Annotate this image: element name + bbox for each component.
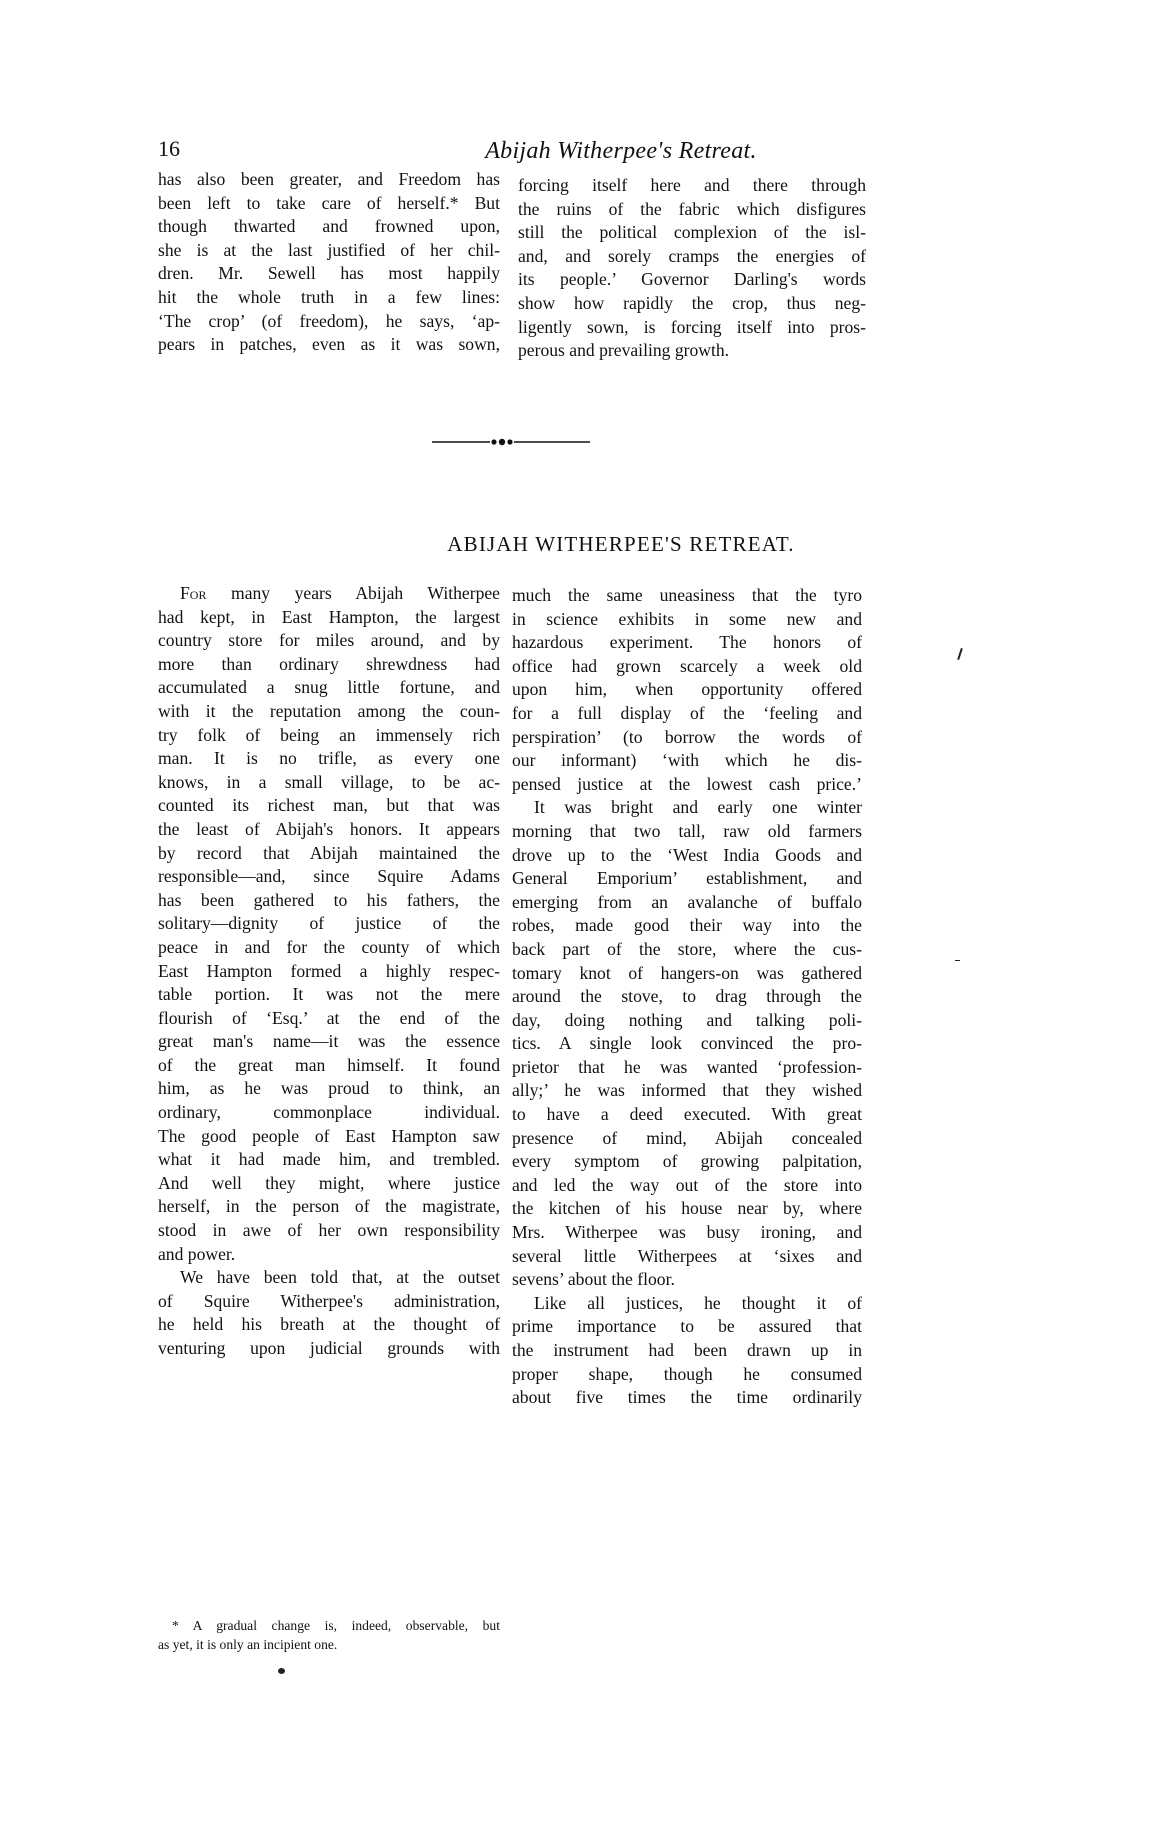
text-line: try folk of being an immensely rich: [158, 724, 500, 745]
footnote: [158, 1616, 500, 1654]
text-line: Like all justices, he thought it of: [534, 1292, 862, 1313]
text-line: pears in patches, even as it was sown,: [158, 334, 500, 355]
text-line: ally;’ he was informed that they wished: [512, 1080, 862, 1101]
text-line: sevens’ about the floor.: [512, 1269, 675, 1290]
text-line: presence of mind, Abijah concealed: [512, 1127, 862, 1148]
text-line: hit the whole truth in a few lines:: [158, 286, 500, 307]
text-line: and power.: [158, 1243, 236, 1264]
text-line: office had grown scarcely a week old: [512, 655, 862, 676]
text-line: dren. Mr. Sewell has most happily: [158, 263, 500, 284]
text-line: several little Witherpees at ‘sixes and: [512, 1245, 862, 1266]
text-line: in science exhibits in some new and: [512, 608, 862, 629]
text-line: back part of the store, where the cus-: [512, 938, 862, 959]
text-line: counted its richest man, but that was: [158, 795, 500, 816]
text-line: to have a deed executed. With great: [512, 1104, 862, 1125]
dropcap-word: For: [180, 583, 207, 603]
text-line: for a full display of the ‘feeling and: [512, 702, 862, 723]
text-line: man. It is no trifle, as every one: [158, 748, 500, 769]
article-left-column: [158, 582, 500, 1361]
first-line-rest: many years Abijah Witherpee: [206, 583, 500, 603]
page-number: 16: [158, 136, 180, 161]
text-line: the least of Abijah's honors. It appears: [158, 818, 500, 839]
running-head: Abijah Witherpee's Retreat.: [485, 138, 757, 164]
text-line: by record that Abijah maintained the: [158, 842, 500, 863]
text-line: and led the way out of the store into: [512, 1174, 862, 1195]
text-line: every symptom of growing palpitation,: [512, 1151, 862, 1172]
text-line: the ruins of the fabric which disfigures: [518, 198, 866, 219]
text-line: knows, in a small village, to be ac-: [158, 771, 500, 792]
text-line: flourish of ‘Esq.’ at the end of the: [158, 1007, 500, 1028]
text-line: though thwarted and frowned upon,: [158, 216, 500, 237]
text-line: he held his breath at the thought of: [158, 1314, 500, 1335]
text-line: pensed justice at the lowest cash price.’: [512, 773, 862, 794]
text-line: ligently sown, is forcing itself into pros-: [518, 316, 866, 337]
text-line: table portion. It was not the mere: [158, 984, 500, 1005]
text-line: peace in and for the county of which: [158, 936, 500, 957]
first-line: [158, 582, 500, 606]
stray-mark: [955, 960, 960, 961]
text-line: emerging from an avalanche of buffalo: [512, 891, 862, 912]
divider-dot: [491, 439, 496, 444]
divider-dot: [507, 439, 512, 444]
text-line: the kitchen of his house near by, where: [512, 1198, 862, 1219]
text-line: she is at the last justified of her chil-: [158, 239, 500, 260]
article-title: ABIJAH WITHERPEE'S RETREAT.: [447, 532, 795, 556]
text-line: tics. A single look convinced the pro-: [512, 1033, 862, 1054]
text-line: country store for miles around, and by: [158, 630, 500, 651]
text-line: day, doing nothing and talking poli-: [512, 1009, 862, 1030]
text-line: accumulated a snug little fortune, and: [158, 677, 500, 698]
text-line: The good people of East Hampton saw: [158, 1125, 500, 1146]
text-line: more than ordinary shrewdness had: [158, 653, 500, 674]
text-line: venturing upon judicial grounds with: [158, 1338, 500, 1358]
text-line: upon him, when opportunity offered: [512, 679, 862, 700]
text-line: drove up to the ‘West India Goods and: [512, 844, 862, 865]
text-line: proper shape, though he consumed: [512, 1363, 862, 1384]
stray-mark: [957, 648, 963, 660]
text-line: our informant) ‘with which he dis-: [512, 750, 862, 771]
text-line: has also been greater, and Freedom has: [158, 169, 500, 189]
text-line: stood in awe of her own responsibility: [158, 1220, 500, 1241]
text-line: been left to take care of herself.* But: [158, 192, 500, 213]
text-line: and, and sorely cramps the energies of: [518, 245, 866, 266]
text-line: him, as he was proud to think, an: [158, 1078, 500, 1099]
footnote-line: * A gradual change is, indeed, observable, but: [172, 1618, 500, 1633]
text-line: of Squire Witherpee's administration,: [158, 1290, 500, 1311]
text-line: prietor that he was wanted ‘profession-: [512, 1056, 862, 1077]
ornamental-divider: [432, 436, 592, 448]
footnote-line: as yet, it is only an incipient one.: [158, 1637, 338, 1652]
ink-dot: [278, 1668, 285, 1674]
text-line: the instrument had been drawn up in: [512, 1340, 862, 1360]
text-line: solitary—dignity of justice of the: [158, 913, 500, 934]
divider-dot: [499, 439, 505, 445]
text-line: hazardous experiment. The honors of: [512, 632, 862, 653]
text-line: had kept, in East Hampton, the largest: [158, 606, 500, 627]
top-left-column: [158, 168, 500, 357]
text-line: responsible—and, since Squire Adams: [158, 866, 500, 887]
text-line: General Emporium’ establishment, and: [512, 868, 862, 889]
text-line: We have been told that, at the outset: [180, 1267, 500, 1288]
text-line: ‘The crop’ (of freedom), he says, ‘ap-: [158, 310, 500, 331]
text-line: about five times the time ordinarily: [512, 1387, 862, 1408]
text-line: And well they might, where justice: [158, 1172, 500, 1193]
text-line: show how rapidly the crop, thus neg-: [518, 292, 866, 313]
text-line: morning that two tall, raw old farmers: [512, 820, 862, 841]
text-line: its people.’ Governor Darling's words: [518, 269, 866, 290]
text-line: East Hampton formed a highly respec-: [158, 960, 500, 981]
text-line: perous and prevailing growth.: [518, 340, 730, 361]
text-line: much the same uneasiness that the tyro: [512, 585, 862, 605]
text-line: forcing itself here and there through: [518, 175, 866, 195]
text-line: perspiration’ (to borrow the words of: [512, 726, 862, 747]
text-line: robes, made good their way into the: [512, 915, 862, 936]
text-line: tomary knot of hangers-on was gathered: [512, 962, 862, 983]
text-line: of the great man himself. It found: [158, 1054, 500, 1075]
text-line: great man's name—it was the essence: [158, 1031, 500, 1052]
text-line: with it the reputation among the coun-: [158, 700, 500, 721]
text-line: herself, in the person of the magistrate,: [158, 1196, 500, 1217]
text-line: around the stove, to drag through the: [512, 986, 862, 1007]
text-line: still the political complexion of the isl-: [518, 222, 866, 243]
article-right-column: [512, 584, 862, 1410]
text-line: what it had made him, and trembled.: [158, 1149, 500, 1170]
text-line: has been gathered to his fathers, the: [158, 889, 500, 910]
text-line: It was bright and early one winter: [534, 797, 862, 818]
top-right-column: [518, 174, 866, 363]
text-line: Mrs. Witherpee was busy ironing, and: [512, 1222, 862, 1243]
text-line: prime importance to be assured that: [512, 1316, 862, 1337]
text-line: ordinary, commonplace individual.: [158, 1102, 500, 1123]
